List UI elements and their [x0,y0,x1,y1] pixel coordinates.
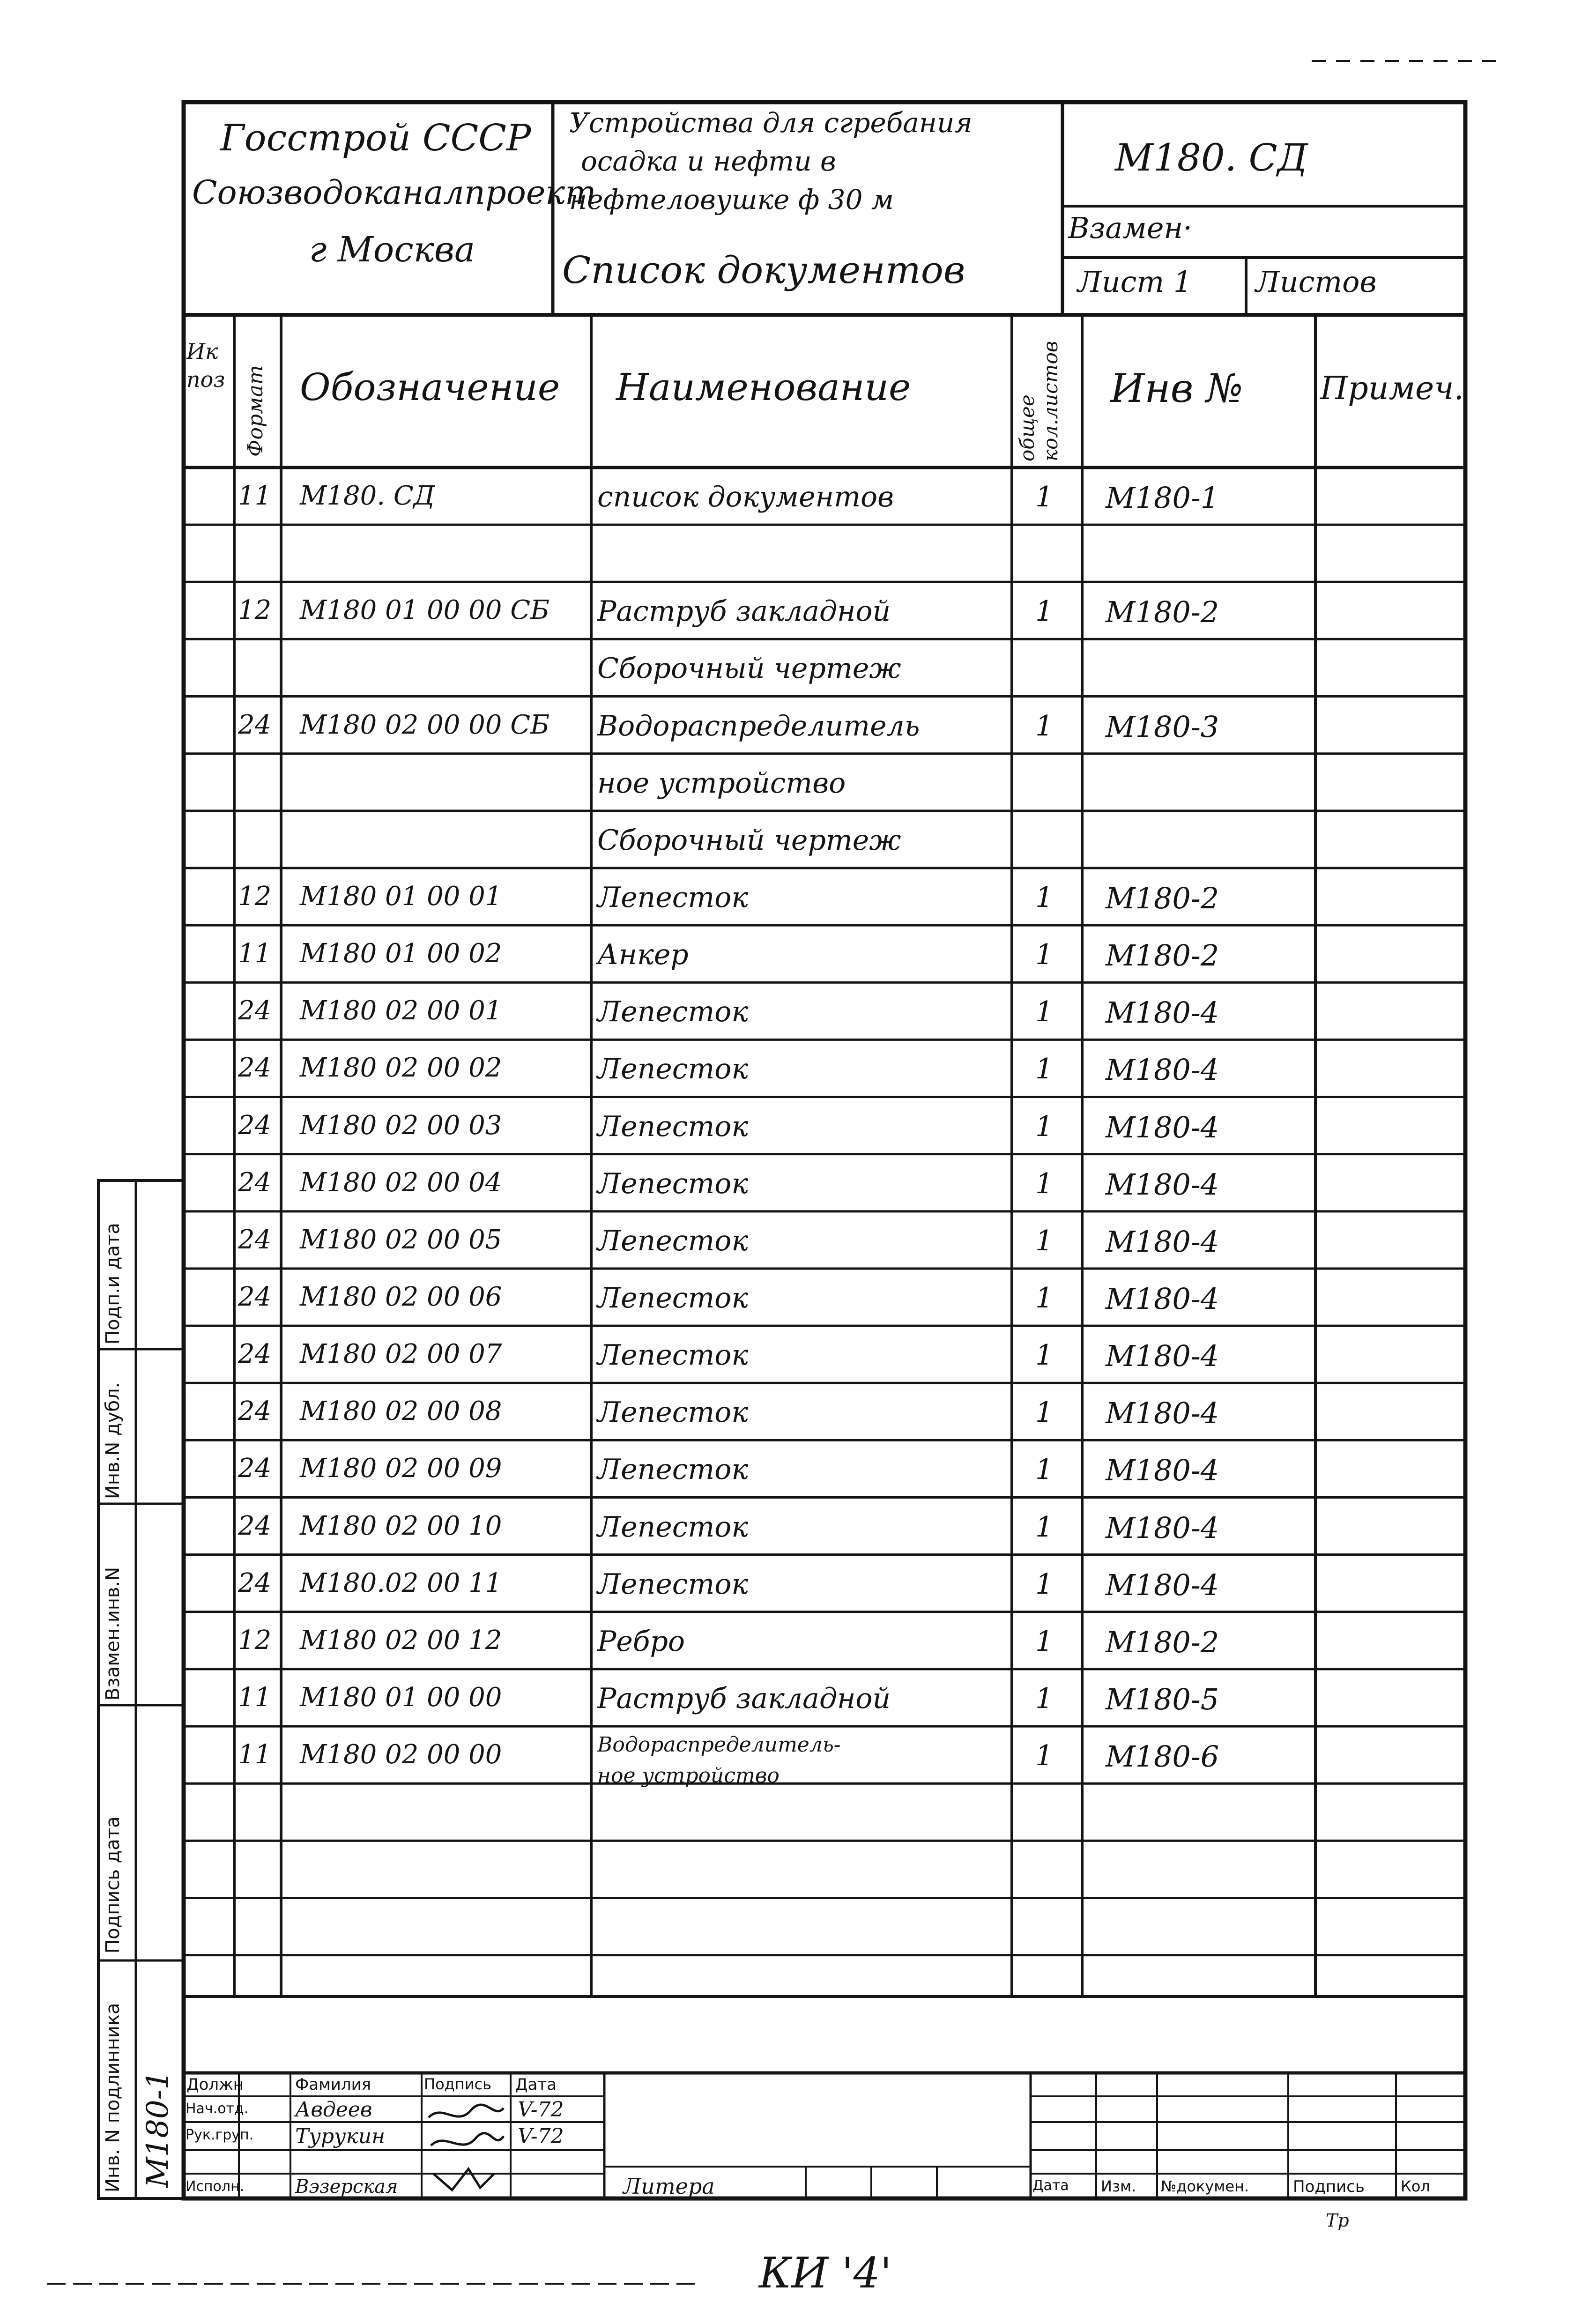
cell-sheets: 1 [1035,1739,1054,1773]
cell-format: 24 [238,1453,272,1484]
side-label-inv-original: Инв. N подлинника [102,2003,124,2192]
cell-format: 12 [238,1625,272,1656]
side-label-inv-dup: Инв.N дубл. [102,1382,124,1499]
stamp-row3-surname: Вэзерская [295,2176,398,2198]
cell-inv: М180-4 [1106,1224,1219,1259]
cell-format: 24 [238,1167,272,1198]
cell-name: Анкер [597,938,689,972]
cell-name: Ребро [597,1625,685,1658]
cell-sheets: 1 [1035,1224,1054,1257]
cell-sheets: 1 [1035,1625,1054,1658]
cell-sheets: 1 [1035,1453,1054,1486]
cell-sheets: 1 [1035,1567,1054,1601]
cell-sheets: 1 [1035,1110,1054,1143]
cell-name: Лепесток [597,1453,749,1486]
cell-name: Лепесток [597,1510,749,1544]
cell-sheets: 1 [1035,709,1054,742]
cell-designation: М180. СД [300,481,435,511]
cell-inv: М180-1 [1106,481,1219,515]
cell-sheets: 1 [1035,1053,1054,1086]
cell-name: Лепесток [597,1053,749,1086]
cell-designation: М180.02 00 11 [300,1567,502,1598]
stamp-row2-date: V-72 [518,2124,564,2148]
cell-sheets: 1 [1035,481,1054,513]
stamp-row1-position: Нач.отд. [186,2101,249,2117]
cell-format: 24 [238,1281,272,1312]
cell-designation: М180 02 00 00 СБ [300,709,550,740]
side-label-sign-date-2: Подп.и дата [102,1223,124,1344]
cell-sheets: 1 [1035,1510,1054,1544]
cell-name: Лепесток [597,1567,749,1601]
cell-designation: М180 02 00 03 [300,1110,502,1141]
cell-inv: М180-4 [1106,1453,1219,1488]
cell-sheets: 1 [1035,995,1054,1029]
cell-inv: М180-2 [1106,938,1219,973]
cell-inv: М180-4 [1106,1110,1219,1144]
sheets-label: Листов [1255,265,1377,299]
project-title-line-1: Устройства для сгребания [569,107,973,139]
org-line-3: г Москва [309,230,475,270]
cell-format: 24 [238,1339,272,1370]
cell-inv: М180-5 [1106,1682,1219,1716]
cell-sheets: 1 [1035,1167,1054,1200]
cell-format: 11 [238,938,272,969]
cell-designation: М180 01 00 00 СБ [300,595,550,626]
cell-name: ное устройство [597,766,846,800]
cell-name: Лепесток [597,881,749,914]
cell-inv: М180-2 [1106,1625,1219,1659]
rev-header-date: Дата [1032,2177,1069,2194]
cell-sheets: 1 [1035,1682,1054,1715]
margin-note-bottom: КИ '4' [759,2249,892,2298]
cell-format: 12 [238,595,272,626]
cell-inv: М180-2 [1106,881,1219,915]
stamp-litera-label: Литера [623,2174,715,2199]
replace-label: Взамен· [1068,211,1192,245]
cell-sheets: 1 [1035,1339,1054,1372]
cell-designation: М180 02 00 00 [300,1739,502,1770]
cell-format: 24 [238,1224,272,1255]
cell-designation: М180 02 00 07 [300,1339,502,1370]
cell-name: Сборочный чертеж [597,652,901,685]
cell-name: Лепесток [597,995,749,1029]
stamp-row1-surname: Авдеев [295,2098,372,2122]
cell-designation: М180 02 00 08 [300,1396,502,1427]
cell-name: Лепесток [597,1396,749,1429]
cell-inv: М180-4 [1106,1510,1219,1545]
cell-designation: М180 02 00 12 [300,1625,502,1656]
cell-inv: М180-4 [1106,1396,1219,1431]
header-name: Наименование [616,365,911,409]
cell-name: Лепесток [597,1224,749,1257]
cell-designation: М180 01 00 02 [300,938,502,969]
cell-sheets: 1 [1035,938,1054,972]
doc-type: Список документов [562,248,965,292]
cell-inv: М180-4 [1106,1167,1219,1202]
cell-format: 24 [238,1510,272,1541]
header-inv: Инв № [1110,365,1243,411]
cell-format: 11 [238,481,272,511]
cell-format: 11 [238,1739,272,1770]
stamp-header-surname: Фамилия [295,2075,371,2094]
cell-name: список документов [597,481,894,513]
rev-header-change: Изм. [1101,2177,1136,2195]
org-line-1: Госстрой СССР [220,117,531,159]
cell-format: 24 [238,1110,272,1141]
stamp-row2-position: Рук.груп. [186,2127,254,2143]
cell-format: 12 [238,881,272,912]
stamp-header-date: Дата [515,2075,557,2094]
cell-inv: М180-4 [1106,1053,1219,1087]
cell-format: 24 [238,709,272,740]
cell-name: Водораспределитель [597,709,920,742]
cell-designation: М180 02 00 05 [300,1224,502,1255]
cell-name: Лепесток [597,1110,749,1143]
header-pos: Ик поз [186,339,225,392]
cell-format: 24 [238,1053,272,1084]
margin-note-bottom-right: Тр [1326,2210,1349,2231]
project-title-line-2: осадка и нефти в [581,145,836,177]
cell-inv: М180-4 [1106,1339,1219,1374]
cell-inv: М180-2 [1106,595,1219,630]
cell-sheets: 1 [1035,1396,1054,1429]
cell-designation: М180 02 00 02 [300,1053,502,1084]
cell-inv: М180-6 [1106,1739,1219,1774]
cell-designation: М180 01 00 01 [300,881,502,912]
cell-format: 24 [238,995,272,1026]
cell-inv: М180-4 [1106,995,1219,1030]
header-format: Формат [244,365,267,457]
cell-inv: М180-3 [1106,709,1219,744]
rev-header-docnum: №докумен. [1161,2177,1249,2195]
cell-format: 11 [238,1682,272,1713]
sheet-label: Лист 1 [1077,265,1192,299]
org-line-2: Союзводоканалпроект [192,173,596,212]
rev-header-count: Кол [1401,2177,1430,2195]
cell-name: Лепесток [597,1167,749,1200]
cell-name: Раструб закладной [597,595,891,628]
stamp-row2-surname: Турукин [295,2124,386,2148]
rev-header-signature: Подпись [1293,2177,1365,2196]
cell-name: Сборочный чертеж [597,824,901,857]
project-title-line-3: нефтеловушке ф 30 м [569,184,894,215]
cell-inv: М180-4 [1106,1281,1219,1316]
cell-designation: М180 01 00 00 [300,1682,502,1713]
cell-designation: М180 02 00 10 [300,1510,502,1541]
cell-format: 24 [238,1567,272,1598]
side-label-signature-date: Подпись дата [102,1816,124,1953]
side-inv-original-value: М180-1 [141,2070,175,2188]
cell-sheets: 1 [1035,1281,1054,1314]
cell-format: 24 [238,1396,272,1427]
doc-code: М180. СД [1115,136,1308,179]
cell-sheets: 1 [1035,595,1054,628]
cell-designation: М180 02 00 09 [300,1453,502,1484]
stamp-header-signature: Подпись [424,2075,491,2093]
cell-designation: М180 02 00 06 [300,1281,502,1312]
header-note: Примеч. [1320,370,1464,407]
stamp-row1-date: V-72 [518,2098,564,2122]
cell-name: Лепесток [597,1281,749,1314]
cell-name-continuation: ное устройство [597,1764,780,1788]
cell-designation: М180 02 00 01 [300,995,502,1026]
header-designation: Обозначение [300,365,560,409]
cell-designation: М180 02 00 04 [300,1167,502,1198]
cell-sheets: 1 [1035,881,1054,914]
side-label-replace-inv: Взамен.инв.N [102,1567,124,1700]
cell-inv: М180-4 [1106,1567,1219,1602]
cell-name: Лепесток [597,1339,749,1372]
stamp-row3-position: Исполн. [186,2178,245,2195]
cell-name: Раструб закладной [597,1682,891,1715]
signature-marks-icon [424,2099,508,2197]
header-sheets: общее кол.листов [1016,341,1062,461]
stamp-header-position: Должн [186,2075,244,2094]
cell-name: Водораспределитель- [597,1733,841,1757]
